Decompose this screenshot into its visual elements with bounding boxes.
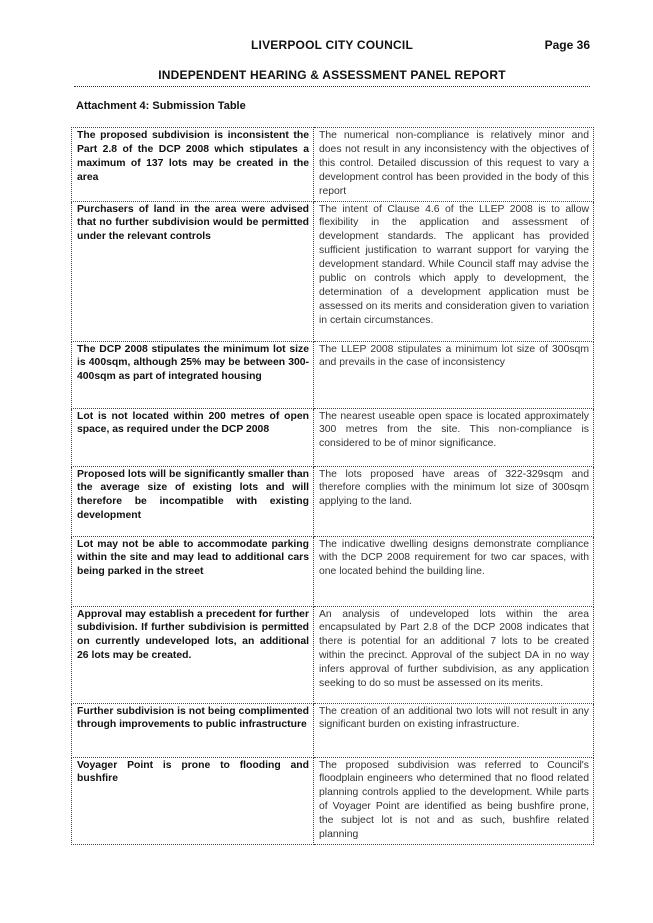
assessment-response: The lots proposed have areas of 322-329sqm and therefore complies with the minimum lot size of 300sqm applying to the land. — [314, 466, 594, 536]
table-row — [72, 128, 594, 202]
page-header — [74, 38, 590, 54]
table-row — [72, 536, 594, 606]
submission-issue: Proposed lots will be significantly smaller than the average size of existing lots and will therefore be incompatible with existing development — [72, 466, 314, 536]
assessment-response: The proposed subdivision was referred to Council's floodplain engineers who determined that no flood related planning controls applied to the development. While parts of Voyager Point are identified as being bushfire prone, the subject lot is not and as such, bushfire related planning — [314, 757, 594, 844]
submission-issue: The proposed subdivision is inconsistent the Part 2.8 of the DCP 2008 which stipulates a maximum of 137 lots may be created in the area — [72, 128, 314, 202]
header-divider — [74, 86, 590, 87]
table-row — [72, 201, 594, 341]
submission-issue: Lot may not be able to accommodate parking within the site and may lead to additional cars being parked in the street — [72, 536, 314, 606]
report-title: INDEPENDENT HEARING & ASSESSMENT PANEL REPORT — [158, 68, 506, 82]
attachment-title: Attachment 4: Submission Table — [76, 100, 246, 112]
submission-issue: The DCP 2008 stipulates the minimum lot size is 400sqm, although 25% may be between 300-400sqm as part of integrated housing — [72, 341, 314, 408]
assessment-response: The nearest useable open space is located approximately 300 metres from the site. This non-compliance is considered to be of minor significance. — [314, 408, 594, 466]
table-row — [72, 757, 594, 844]
submission-issue: Lot is not located within 200 metres of open space, as required under the DCP 2008 — [72, 408, 314, 466]
submission-issue: Purchasers of land in the area were advised that no further subdivision would be permitted under the relevant controls — [72, 201, 314, 341]
submission-issue: Further subdivision is not being complimented through improvements to public infrastructure — [72, 703, 314, 757]
table-row — [72, 408, 594, 466]
assessment-response: The creation of an additional two lots will not result in any significant burden on existing infrastructure. — [314, 703, 594, 757]
page-number: Page 36 — [544, 38, 590, 52]
submission-issue: Voyager Point is prone to flooding and bushfire — [72, 757, 314, 844]
submission-issue: Approval may establish a precedent for further subdivision. If further subdivision is permitted on currently undeveloped lots, an additional 26 lots may be created. — [72, 606, 314, 703]
council-name: LIVERPOOL CITY COUNCIL — [251, 38, 413, 52]
table-row — [72, 606, 594, 703]
assessment-response: The indicative dwelling designs demonstrate compliance with the DCP 2008 requirement for two car spaces, with one located behind the building line. — [314, 536, 594, 606]
table-row — [72, 341, 594, 408]
assessment-response: The LLEP 2008 stipulates a minimum lot size of 300sqm and prevails in the case of inconsistency — [314, 341, 594, 408]
table-row — [72, 466, 594, 536]
assessment-response: The numerical non-compliance is relatively minor and does not result in any inconsistency with the objectives of this control. Detailed discussion of this request to vary a development control has been provided in the body of this report — [314, 128, 594, 202]
table-row — [72, 703, 594, 757]
assessment-response: An analysis of undeveloped lots within the area encapsulated by Part 2.8 of the DCP 2008 indicates that there is potential for an additional 7 lots to be created within the precinct. Approval of the subject DA in no way infers approval of further subdivision, as any application seeking to do so must be assessed on its merits. — [314, 606, 594, 703]
assessment-response: The intent of Clause 4.6 of the LLEP 2008 is to allow flexibility in the application and assessment of development standards. The applicant has provided sufficient justification to warrant support for varying the development standard. While Council staff may advise the public on controls which apply to development, the determination of a development application must be assessed on its merits and consideration given to variation in certain circumstances. — [314, 201, 594, 341]
submission-table — [71, 127, 594, 845]
